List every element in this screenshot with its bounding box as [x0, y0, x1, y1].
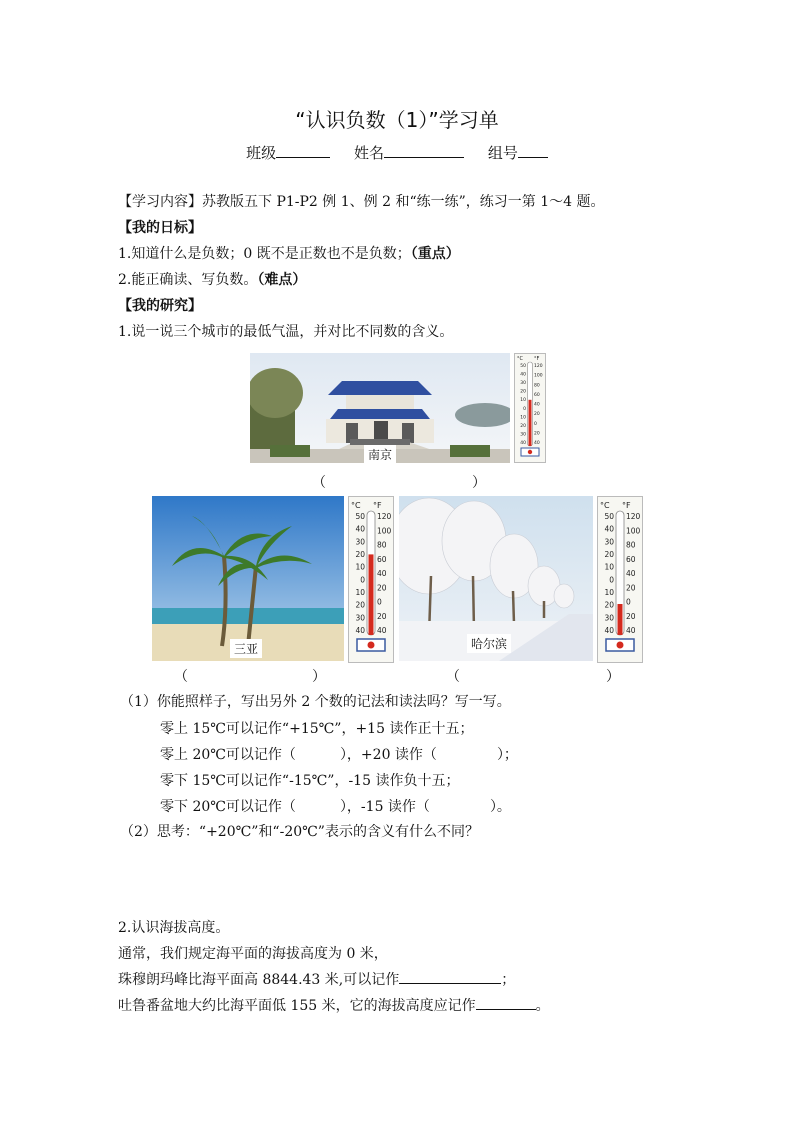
altitude-line-2 [118, 970, 515, 990]
harbin-celsius-tick-label: 20 [604, 550, 614, 559]
group-blank[interactable] [518, 143, 548, 158]
sanya-celsius-tick-label: 20 [355, 600, 365, 610]
altitude-line-1: 通常，我们规定海平面的海拔高度为 0 米， [118, 946, 388, 962]
sanya-celsius-tick-label: 20 [355, 550, 365, 559]
harbin-fahrenheit-tick-label: 120 [626, 512, 641, 521]
goal-2 [118, 270, 306, 290]
nanjing-fahrenheit-tick-label: 40 [534, 441, 540, 446]
exercise-1-prompt: （1）你能照样子，写出另外 2 个数的记法和读法吗？写一写。 [120, 694, 511, 710]
harbin-fahrenheit-tick-label: 40 [626, 569, 636, 578]
harbin-celsius-tick-label: 40 [604, 524, 614, 534]
sanya-celsius-tick-label: 40 [355, 524, 365, 534]
name-blank[interactable] [384, 143, 464, 158]
question-2: 2.认识海拔高度。 [118, 920, 230, 936]
harbin-celsius-tick-label: 30 [604, 537, 614, 547]
sanya-photo-svg [152, 496, 344, 661]
hb-fill-mercury [618, 604, 623, 635]
nanjing-caption: 南京 [364, 445, 396, 463]
svg-text:°C: °C [517, 356, 523, 362]
research-heading: 【我的研究】 [118, 298, 202, 314]
nanjing-celsius-tick-label: 50 [520, 364, 526, 369]
sanya-caption: 三亚 [230, 639, 262, 658]
nanjing-celsius-tick-label: 40 [520, 372, 526, 378]
learning-content: 【学习内容】苏教版五下 P1-P2 例 1、例 2 和“练一练”，练习一第 1～4 题。 [118, 194, 605, 210]
nanjing-celsius-tick-label: 40 [520, 441, 526, 446]
svg-text:°F: °F [534, 356, 540, 362]
sanya-celsius-tick-label: 0 [360, 575, 365, 585]
harbin-thermometer-svg [598, 497, 642, 662]
altitude-line-2-text: 珠穆朗玛峰比海平面高 8844.43 米,可以记作 [118, 972, 400, 988]
line-4-part-b: ），-15 读作（ [339, 799, 430, 815]
svg-text:°F: °F [622, 501, 631, 510]
harbin-thermometer [597, 496, 643, 663]
harbin-celsius-tick-label: 30 [604, 613, 614, 623]
sy-fill-mercury [369, 554, 374, 635]
goal-2-text: 2.能正确读、写负数。 [118, 272, 258, 288]
svg-text:°F: °F [373, 501, 382, 510]
nanjing-fahrenheit-tick-label: 0 [534, 421, 537, 427]
nanjing-fahrenheit-tick-label: 20 [534, 431, 540, 437]
sanya-fahrenheit-tick-label: 60 [377, 554, 387, 564]
nanjing-photo [250, 353, 510, 463]
altitude-line-3-end: 。 [535, 998, 550, 1014]
altitude-line-3-text: 吐鲁番盆地大约比海平面低 155 米，它的海拔高度应记作 [118, 998, 476, 1014]
sanya-answer-close: ） [312, 669, 326, 685]
harbin-fahrenheit-tick-label: 40 [626, 626, 636, 635]
page-title: “认识负数（1）”学习单 [295, 108, 499, 132]
sanya-thermometer [348, 496, 394, 663]
group-label: 组号 [487, 144, 518, 162]
harbin-fahrenheit-tick-label: 20 [626, 611, 636, 621]
class-blank[interactable] [276, 143, 330, 158]
turpan-answer-blank[interactable] [476, 996, 536, 1010]
harbin-fahrenheit-tick-label: 100 [626, 526, 641, 536]
goal-1-tag: （重点） [410, 246, 460, 262]
nanjing-celsius-tick-label: 30 [520, 381, 526, 387]
sanya-fahrenheit-tick-label: 80 [377, 540, 387, 550]
goal-2-tag: （难点） [257, 272, 307, 288]
harbin-celsius-tick-label: 20 [604, 600, 614, 610]
nanjing-celsius-tick-label: 10 [520, 398, 526, 404]
harbin-photo [399, 496, 593, 661]
nanjing-thermometer [514, 353, 546, 463]
exercise-2-prompt: （2）思考：“+20℃”和“-20℃”表示的含义有什么不同？ [120, 824, 479, 840]
exercise-line-2 [160, 745, 518, 765]
harbin-celsius-tick-label: 0 [609, 575, 614, 585]
exercise-line-1: 零上 15℃可以记作“+15℃”，+15 读作正十五； [160, 721, 474, 737]
line-2-part-c: ）； [496, 747, 518, 763]
nanjing-celsius-tick-label: 30 [520, 432, 526, 438]
harbin-celsius-tick-label: 40 [604, 626, 614, 635]
student-info-line [0, 142, 794, 163]
goals-heading: 【我的日标】 [118, 220, 202, 236]
nanjing-answer-close: ） [472, 475, 486, 491]
harbin-fahrenheit-tick-label: 0 [626, 597, 631, 607]
name-label: 姓名 [353, 144, 384, 162]
sanya-fahrenheit-tick-label: 20 [377, 583, 387, 593]
goal-1-text: 1.知道什么是负数；0 既不是正数也不是负数； [118, 246, 411, 262]
sanya-fahrenheit-tick-label: 40 [377, 569, 387, 578]
harbin-fahrenheit-tick-label: 60 [626, 554, 636, 564]
nj-fill-mercury [529, 400, 532, 446]
harbin-celsius-tick-label: 50 [604, 512, 614, 521]
harbin-fahrenheit-tick-label: 80 [626, 540, 636, 550]
everest-answer-blank[interactable] [399, 970, 501, 984]
harbin-caption: 哈尔滨 [467, 634, 511, 653]
nanjing-celsius-tick-label: 20 [520, 423, 526, 429]
nanjing-celsius-tick-label: 20 [520, 389, 526, 395]
nanjing-celsius-tick-label: 10 [520, 415, 526, 421]
line-2-part-a: 零上 20℃可以记作（ [160, 747, 296, 763]
line-4-part-a: 零下 20℃可以记作（ [160, 799, 296, 815]
exercise-line-4 [160, 797, 511, 817]
harbin-answer-open: （ [446, 669, 460, 685]
sanya-answer-open: （ [174, 669, 188, 685]
sanya-celsius-tick-label: 10 [355, 588, 365, 597]
exercise-line-3: 零下 15℃可以记作“-15℃”，-15 读作负十五； [160, 773, 460, 789]
altitude-line-2-end: ； [501, 972, 516, 988]
sanya-celsius-tick-label: 40 [355, 626, 365, 635]
nanjing-fahrenheit-tick-label: 60 [534, 392, 540, 398]
svg-text:°C: °C [351, 501, 361, 510]
sanya-photo [152, 496, 344, 661]
altitude-line-3 [118, 996, 550, 1016]
nanjing-celsius-tick-label: 0 [523, 406, 526, 412]
line-4-part-c: ）。 [489, 799, 511, 815]
harbin-celsius-tick-label: 10 [604, 588, 614, 597]
sanya-celsius-tick-label: 30 [355, 613, 365, 623]
sanya-fahrenheit-tick-label: 20 [377, 611, 387, 621]
nanjing-fahrenheit-tick-label: 80 [534, 383, 540, 389]
harbin-answer-close: ） [606, 669, 620, 685]
sanya-fahrenheit-tick-label: 100 [377, 526, 392, 536]
question-1: 1.说一说三个城市的最低气温，并对比不同数的含义。 [118, 324, 454, 340]
class-label: 班级 [246, 144, 277, 162]
svg-text:°C: °C [600, 501, 610, 510]
nanjing-fahrenheit-tick-label: 120 [534, 364, 543, 369]
nanjing-fahrenheit-tick-label: 20 [534, 412, 540, 418]
line-2-part-b: ），+20 读作（ [339, 747, 437, 763]
sanya-celsius-tick-label: 10 [355, 562, 365, 572]
harbin-fahrenheit-tick-label: 20 [626, 583, 636, 593]
goal-1 [118, 244, 460, 264]
sanya-celsius-tick-label: 30 [355, 537, 365, 547]
harbin-celsius-tick-label: 10 [604, 562, 614, 572]
sanya-fahrenheit-tick-label: 120 [377, 512, 392, 521]
nanjing-fahrenheit-tick-label: 40 [534, 402, 540, 408]
nanjing-thermometer-svg [515, 354, 545, 462]
nanjing-fahrenheit-tick-label: 100 [534, 373, 543, 379]
sanya-celsius-tick-label: 50 [355, 512, 365, 521]
nanjing-answer-open: （ [312, 475, 326, 491]
sanya-thermometer-svg [349, 497, 393, 662]
sanya-fahrenheit-tick-label: 40 [377, 626, 387, 635]
sanya-fahrenheit-tick-label: 0 [377, 597, 382, 607]
